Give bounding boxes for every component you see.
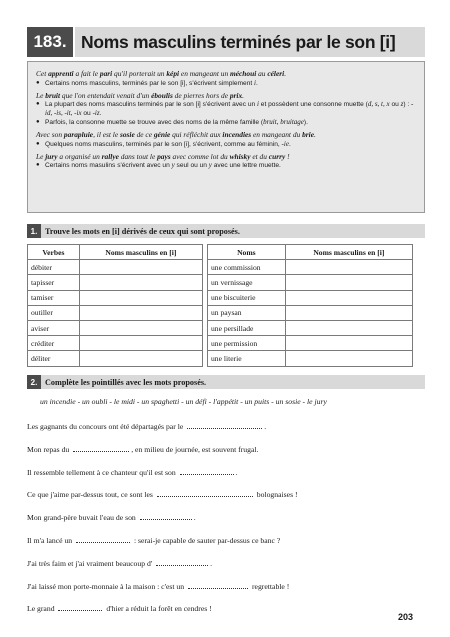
- blank-field[interactable]: [76, 537, 130, 543]
- answer-cell[interactable]: [285, 275, 412, 290]
- verb-word: débiter: [28, 260, 80, 275]
- word-bank: un incendie - un oubli - le midi - un spaghetti - un défi - l'appétit - un puits - un sosie - le jury: [40, 397, 327, 406]
- blank-field[interactable]: [73, 446, 129, 452]
- table-row: [208, 260, 413, 275]
- verb-word: tapisser: [28, 275, 80, 290]
- rule-example: Avec son parapluie, il est le sosie de ce génie qui réfléchit aux incendies en mangeant du brie.: [36, 130, 316, 140]
- verb-word: aviser: [28, 320, 80, 335]
- sentence: Le grand d'hier a réduit la forêt en cendres !: [27, 604, 212, 614]
- page-number: 203: [398, 612, 414, 622]
- table-row: [28, 305, 203, 320]
- rule-bullet: ● Certains noms masulins s'écrivent avec un y seul ou un y avec une lettre muette.: [36, 161, 416, 170]
- exercise-1-number: 1.: [27, 224, 41, 238]
- answer-cell[interactable]: [79, 336, 202, 351]
- sentence: Les gagnants du concours ont été départagés par le .: [27, 422, 267, 431]
- exercise-1-title: Trouve les mots en [i] dérivés de ceux qui sont proposés.: [45, 226, 240, 236]
- verb-word: tamiser: [28, 290, 80, 305]
- table-row: [208, 275, 413, 290]
- verb-word: déliter: [28, 351, 80, 366]
- verb-word: outiller: [28, 305, 80, 320]
- answer-cell[interactable]: [285, 305, 412, 320]
- sentence: Ce que j'aime par-dessus tout, ce sont les bolognaises !: [27, 490, 298, 500]
- rule-bullet: ● Certains noms masculins, terminés par le son [i], s'écrivent simplement i.: [36, 79, 416, 88]
- answer-cell[interactable]: [285, 290, 412, 305]
- answer-cell[interactable]: [79, 320, 202, 335]
- table-row: [28, 290, 203, 305]
- blank-field[interactable]: [156, 560, 208, 566]
- sentence: Mon repas du , en milieu de journée, est souvent frugal.: [27, 444, 259, 454]
- rule-example: Cet apprenti a fait le pari qu'il porterait un képi en mangeant un méchoui au céleri.: [36, 69, 287, 78]
- answer-cell[interactable]: [79, 290, 202, 305]
- table-row: [28, 320, 203, 335]
- table-row: [28, 336, 203, 351]
- noun-word: une persillade: [208, 320, 286, 335]
- rule-bullet: ● La plupart des noms masculins terminés par le son [i] s'écrivent avec un i et possèdent une consonne muette (d, s, t, x ou z) : -id, -is, -it, -ix ou -iz.: [36, 100, 416, 118]
- sentence: Mon grand-père buvait l'eau de son .: [27, 513, 196, 523]
- lesson-header: [27, 27, 425, 57]
- table-header: Noms: [208, 245, 286, 260]
- answer-cell[interactable]: [285, 351, 412, 366]
- noun-word: une literie: [208, 351, 286, 366]
- sentence: Il m'a lancé un : serai-je capable de sauter par-dessus ce banc ?: [27, 536, 281, 545]
- exercise-2-title: Complète les pointillés avec les mots proposés.: [45, 377, 207, 387]
- answer-cell[interactable]: [79, 275, 202, 290]
- blank-field[interactable]: [58, 605, 102, 611]
- sentence: Il ressemble tellement à ce chanteur qu'il est son .: [27, 467, 238, 477]
- blank-field[interactable]: [188, 583, 248, 589]
- answer-cell[interactable]: [285, 260, 412, 275]
- table-header: Noms masculins en [i]: [79, 245, 202, 260]
- rules-box: [27, 61, 425, 213]
- answer-cell[interactable]: [79, 351, 202, 366]
- table-row: [208, 320, 413, 335]
- blank-field[interactable]: [140, 514, 192, 520]
- sentence: J'ai très faim et j'ai vraiment beaucoup d' .: [27, 558, 213, 568]
- lesson-title: Noms masculins terminés par le son [i]: [75, 27, 425, 57]
- blank-field[interactable]: [187, 423, 262, 429]
- table-header: Noms masculins en [i]: [285, 245, 412, 260]
- table-row: [28, 260, 203, 275]
- noun-word: une permission: [208, 336, 286, 351]
- noun-word: un paysan: [208, 305, 286, 320]
- table-row: [208, 290, 413, 305]
- exercise-1-table-left: [27, 244, 203, 367]
- answer-cell[interactable]: [285, 320, 412, 335]
- table-row: [28, 275, 203, 290]
- rule-example: Le jury a organisé un rallye dans tout le pays avec comme lot du whisky et du curry !: [36, 151, 290, 161]
- answer-cell[interactable]: [285, 336, 412, 351]
- table-header: Verbes: [28, 245, 80, 260]
- table-row: [208, 351, 413, 366]
- exercise-2-header: [27, 375, 425, 389]
- lesson-number: 183.: [27, 27, 73, 57]
- table-row: [208, 336, 413, 351]
- table-row: [208, 305, 413, 320]
- answer-cell[interactable]: [79, 305, 202, 320]
- blank-field[interactable]: [180, 469, 234, 475]
- exercise-1-table-right: [207, 244, 413, 367]
- answer-cell[interactable]: [79, 260, 202, 275]
- noun-word: une commission: [208, 260, 286, 275]
- sentence: J'ai laissé mon porte-monnaie à la maison : c'est un regrettable !: [27, 581, 290, 591]
- noun-word: un vernissage: [208, 275, 286, 290]
- exercise-2-number: 2.: [27, 375, 41, 389]
- blank-field[interactable]: [157, 491, 253, 497]
- rule-bullet: ● Quelques noms masculins, terminés par le son [i], s'écrivent, comme au féminin, -ie.: [36, 140, 416, 149]
- exercise-1-header: [27, 224, 425, 238]
- table-row: [28, 351, 203, 366]
- verb-word: créditer: [28, 336, 80, 351]
- rule-bullet: ● Parfois, la consonne muette se trouve avec des noms de la même famille (bruit, bruitage).: [36, 118, 416, 127]
- noun-word: une biscuiterie: [208, 290, 286, 305]
- rule-example: Le bruit que l'on entendait venait d'un éboulis de pierres hors de prix.: [36, 90, 245, 100]
